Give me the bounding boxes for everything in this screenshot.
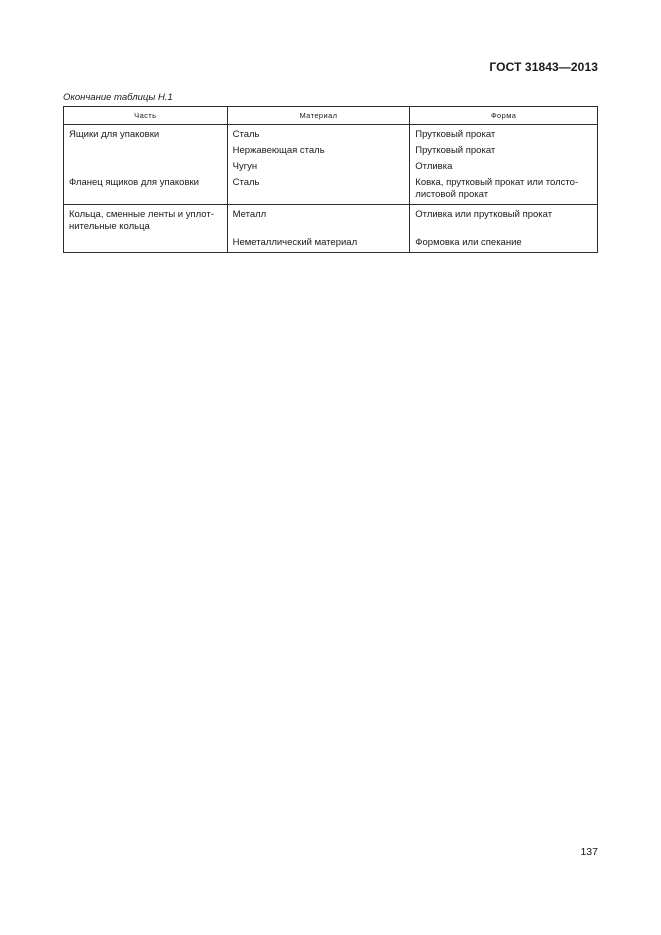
part-cell xyxy=(64,144,228,160)
material-cell xyxy=(227,205,410,237)
table-row xyxy=(64,125,598,145)
document-standard-header: ГОСТ 31843—2013 xyxy=(489,60,598,74)
form-cell xyxy=(410,144,598,160)
material-cell xyxy=(227,125,410,145)
form-cell xyxy=(410,176,598,205)
part-text xyxy=(64,236,227,240)
form-text: Формовка или спекание xyxy=(415,237,522,248)
page-number: 137 xyxy=(580,846,598,858)
form-cell xyxy=(410,205,598,237)
specification-table xyxy=(63,106,598,253)
part-cell xyxy=(64,176,228,205)
column-header-material: Материал xyxy=(227,107,410,125)
form-cell xyxy=(410,125,598,145)
material-cell xyxy=(227,236,410,253)
form-text: Отливка или прутковый прокат xyxy=(415,209,553,220)
material-text: Металл xyxy=(232,209,267,220)
part-text: Фланец ящиков для упаковки xyxy=(69,177,199,188)
part-cell xyxy=(64,160,228,176)
part-text xyxy=(64,144,227,148)
part-text xyxy=(64,160,227,164)
form-text: Прутковый прокат xyxy=(415,129,496,140)
column-header-form: Форма xyxy=(410,107,598,125)
part-text: Кольца, сменные ленты и уплот-нительные кольца xyxy=(69,209,214,232)
table-header-row xyxy=(64,107,598,125)
part-cell xyxy=(64,236,228,253)
table-row xyxy=(64,144,598,160)
material-text: Неметаллический материал xyxy=(232,237,358,248)
material-text: Нержавеющая сталь xyxy=(232,145,325,156)
part-cell xyxy=(64,205,228,237)
table-caption: Окончание таблицы Н.1 xyxy=(63,92,173,103)
table-row xyxy=(64,205,598,237)
table-row xyxy=(64,236,598,253)
form-text: Ковка, прутковый прокат или толсто-листовой прокат xyxy=(415,177,579,200)
material-cell xyxy=(227,144,410,160)
form-cell xyxy=(410,160,598,176)
form-text: Отливка xyxy=(415,161,453,172)
part-text: Ящики для упаковки xyxy=(69,129,160,140)
material-cell xyxy=(227,160,410,176)
table-row xyxy=(64,176,598,205)
material-text: Сталь xyxy=(232,177,260,188)
material-cell xyxy=(227,176,410,205)
table-row-group xyxy=(64,205,598,253)
column-header-part: Часть xyxy=(64,107,228,125)
form-text: Прутковый прокат xyxy=(415,145,496,156)
table-row xyxy=(64,160,598,176)
form-cell xyxy=(410,236,598,253)
material-text: Чугун xyxy=(232,161,258,172)
material-text: Сталь xyxy=(232,129,260,140)
table-row-group xyxy=(64,125,598,205)
part-cell xyxy=(64,125,228,145)
